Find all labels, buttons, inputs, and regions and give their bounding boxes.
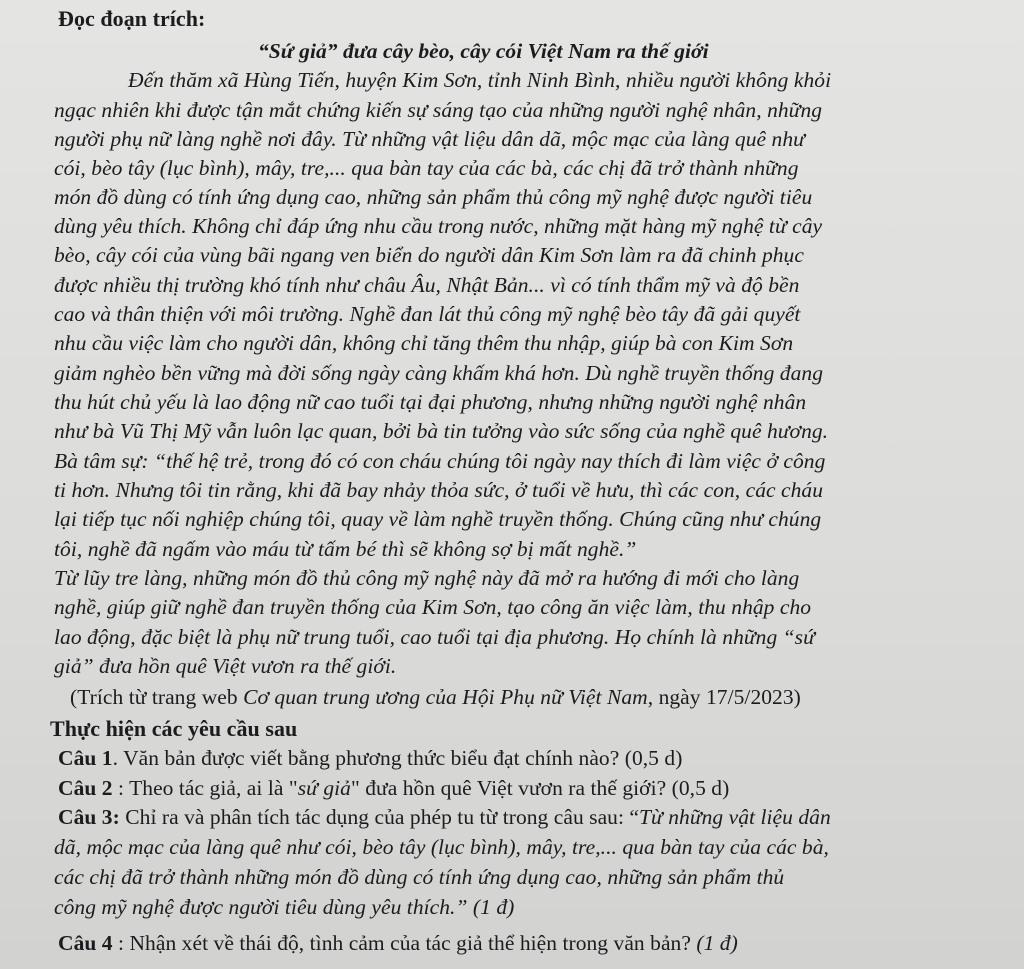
article-line: Bà tâm sự: “thế hệ trẻ, trong đó có con cháu chúng tôi ngày nay thích đi làm việc ở công: [54, 449, 826, 473]
article-line: bèo, cây cói của vùng bãi ngang ven biển do người dân Kim Sơn làm ra đã chinh phục: [54, 243, 804, 267]
article-line: Đến thăm xã Hùng Tiến, huyện Kim Sơn, tỉnh Ninh Bình, nhiều người không khỏi: [128, 68, 832, 92]
article-line: lao động, đặc biệt là phụ nữ trung tuổi, cao tuổi tại địa phương. Họ chính là những “sứ: [54, 625, 815, 649]
article-line: nhu cầu việc làm cho người dân, không chỉ tăng thêm thu nhập, giúp bà con Kim Sơn: [54, 331, 794, 355]
article-line: như bà Vũ Thị Mỹ vẫn luôn lạc quan, bởi bà tin tưởng vào sức sống của nghề quê hương.: [54, 419, 829, 443]
question-3-label: Câu 3:: [58, 805, 120, 829]
question-1-text: . Văn bản được viết bằng phương thức biểu đạt chính nào? (0,5 d): [112, 746, 683, 770]
article-line: cói, bèo tây (lục bình), mây, tre,... qua bàn tay của các bà, các chị đã trở thành những: [54, 156, 799, 180]
section-heading: Đọc đoạn trích:: [58, 6, 206, 31]
article-line: giảm nghèo bền vững mà đời sống ngày càng khấm khá hơn. Dù nghề truyền thống đang: [54, 361, 824, 385]
article-line: ti hơn. Nhưng tôi tin rằng, khi đã bay nhảy thỏa sức, ở tuổi về hưu, thì các con, các cháu: [54, 478, 824, 502]
question-2-emphasis: sứ giả: [297, 776, 351, 800]
question-2-text-a: : Theo tác giả, ai là ": [112, 776, 298, 800]
article-line: được nhiều thị trường khó tính như châu Âu, Nhật Bản... vì có tính thẩm mỹ và độ bền: [54, 273, 800, 297]
article-line: dùng yêu thích. Không chỉ đáp ứng nhu cầu trong nước, những mặt hàng mỹ nghệ từ cây: [54, 214, 823, 238]
source-suffix: , ngày 17/5/2023): [647, 685, 801, 709]
source-prefix: (Trích từ trang web: [70, 685, 244, 709]
article-source: [70, 684, 801, 710]
question-4: [58, 930, 738, 956]
source-publisher: Cơ quan trung ương của Hội Phụ nữ Việt Nam: [243, 685, 648, 709]
article-line: giả” đưa hồn quê Việt vươn ra thế giới.: [54, 654, 397, 678]
article-line: món đồ dùng có tính ứng dụng cao, những sản phẩm thủ công mỹ nghệ được người tiêu: [54, 185, 813, 209]
question-3-quote-line: các chị đã trở thành những món đồ dùng có tính ứng dụng cao, những sản phẩm thủ: [54, 865, 785, 889]
question-4-label: Câu 4: [58, 931, 113, 955]
article-line: thu hút chủ yếu là lao động nữ cao tuổi tại đại phương, nhưng những người nghệ nhân: [54, 390, 807, 414]
article-line: nghề, giúp giữ nghề đan truyền thống của Kim Sơn, tạo công ăn việc làm, thu nhập cho: [54, 595, 812, 619]
article-line: cao và thân thiện với môi trường. Nghề đan lát thủ công mỹ nghệ bèo tây đã gải quyết: [54, 302, 801, 326]
article-line: lại tiếp tục nối nghiệp chúng tôi, quay về làm nghề truyền thống. Chúng cũng như chúng: [54, 507, 822, 531]
article-line: tôi, nghề đã ngấm vào máu từ tấm bé thì sẽ không sợ bị mất nghề.”: [54, 537, 637, 561]
question-4-points: (1 đ): [696, 931, 738, 955]
question-2-text-b: " đưa hồn quê Việt vươn ra thế giới? (0,5 d): [350, 776, 730, 800]
tasks-heading: Thực hiện các yêu cầu sau: [50, 716, 298, 741]
question-2: [58, 775, 729, 801]
article-line: Từ lũy tre làng, những món đồ thủ công mỹ nghệ này đã mở ra hướng đi mới cho làng: [54, 566, 800, 590]
question-2-label: Câu 2: [58, 776, 113, 800]
question-3-first-line: [58, 804, 831, 830]
question-3-text: Chỉ ra và phân tích tác dụng của phép tu từ trong câu sau: “: [119, 805, 640, 829]
question-3-quote-start: Từ những vật liệu dân: [639, 805, 831, 829]
question-1: [58, 745, 682, 771]
article-line: ngạc nhiên khi được tận mắt chứng kiến sự sáng tạo của những người nghệ nhân, những: [54, 98, 823, 122]
question-4-text: : Nhận xét về thái độ, tình cảm của tác giả thể hiện trong văn bản?: [112, 931, 697, 955]
question-3-quote-line: dã, mộc mạc của làng quê như cói, bèo tây (lục bình), mây, tre,... qua bàn tay của các bà,: [54, 835, 829, 859]
question-3-quote-line: công mỹ nghệ được người tiêu dùng yêu thích.” (1 đ): [54, 895, 515, 919]
article-title: “Sứ giả” đưa cây bèo, cây cói Việt Nam ra thế giới: [258, 39, 709, 63]
question-1-label: Câu 1: [58, 746, 113, 770]
article-line: người phụ nữ làng nghề nơi đây. Từ những vật liệu dân dã, mộc mạc của làng quê như: [54, 127, 805, 151]
